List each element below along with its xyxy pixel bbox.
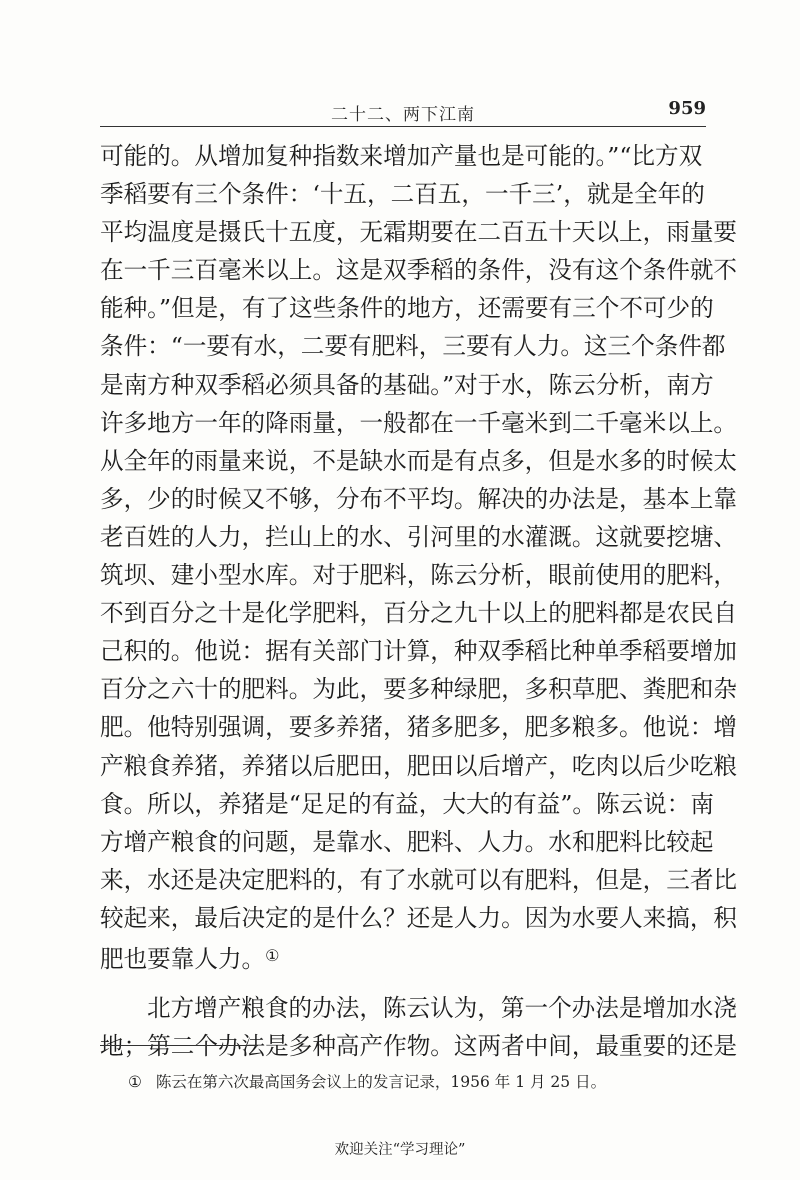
text-line: 可能的。从增加复种指数来增加产量也是可能的。”“比方双 [100,142,703,170]
text-line: 多，少的时候又不够，分布不平均。解决的办法是，基本上靠 [100,484,738,513]
body-text [100,137,738,1065]
footnote-marker: ① [128,1073,142,1091]
text-line: 在一千三百毫米以上。这是双季稻的条件，没有这个条件就不 [100,256,738,285]
text-line-last [100,937,720,975]
chapter-title: 二十二、两下江南 [331,105,475,125]
text-line: 不到百分之十是化学肥料，百分之九十以上的肥料都是农民自 [100,599,738,628]
text-line: 百分之六十的肥料。为此，要多种绿肥，多积草肥、粪肥和杂 [100,675,738,704]
text-line: 老百姓的人力，拦山上的水、引河里的水灌溉。这就要挖塘、 [100,522,738,551]
footnote-rule [100,1045,258,1046]
running-header [100,96,706,126]
paragraph-gap [100,975,720,989]
page-number: 959 [668,98,706,119]
bottom-caption: 欢迎关注“学习理论” [334,1142,466,1158]
text-line: 较起来，最后决定的是什么？还是人力。因为水要人来搞，积 [100,903,738,932]
footnote [128,1070,606,1092]
text-line: 许多地方一年的降雨量，一般都在一千毫米到二千毫米以上。 [100,408,738,437]
text-line: 条件：“一要有水，二要有肥料，三要有人力。这三个条件都 [100,332,726,361]
text-line: 食。所以，养猪是“足足的有益，大大的有益”。陈云说：南 [100,789,714,818]
text-line: 方增产粮食的问题，是靠水、肥料、人力。水和肥料比较起 [100,827,714,856]
text-line: 是南方种双季稻必须具备的基础。”对于水，陈云分析，南方 [100,370,714,399]
text-line-indented: 北方增产粮食的办法，陈云认为，第一个办法是增加水浇 [147,994,737,1023]
text-line: 季稻要有三个条件：‘十五，二百五，一千三’，就是全年的 [100,180,705,209]
text-fragment: 肥也要靠人力。 [100,944,266,973]
text-line: 能种。”但是，有了这些条件的地方，还需要有三个不可少的 [100,294,714,323]
text-line: 从全年的雨量来说，不是缺水而是有点多，但是水多的时候太 [100,446,738,475]
text-line: 来，水还是决定肥料的，有了水就可以有肥料，但是，三者比 [100,865,738,894]
text-line: 筑坝、建小型水库。对于肥料，陈云分析，眼前使用的肥料， [100,561,738,590]
text-line: 产粮食养猪，养猪以后肥田，肥田以后增产，吃肉以后少吃粮 [100,751,738,780]
footnote-reference[interactable]: ① [265,945,280,965]
footnote-text: 陈云在第六次最高国务会议上的发言记录，1956 年 1 月 25 日。 [155,1073,607,1091]
text-line: 己积的。他说：据有关部门计算，种双季稻比种单季稻要增加 [100,637,738,666]
text-line: 平均温度是摄氏十五度，无霜期要在二百五十天以上，雨量要 [100,218,738,247]
text-line: 肥。他特别强调，要多养猪，猪多肥多，肥多粮多。他说：增 [100,713,738,742]
header-rule [100,126,706,127]
text-line: 地；第二个办法是多种高产作物。这两者中间，最重要的还是 [100,1032,738,1061]
